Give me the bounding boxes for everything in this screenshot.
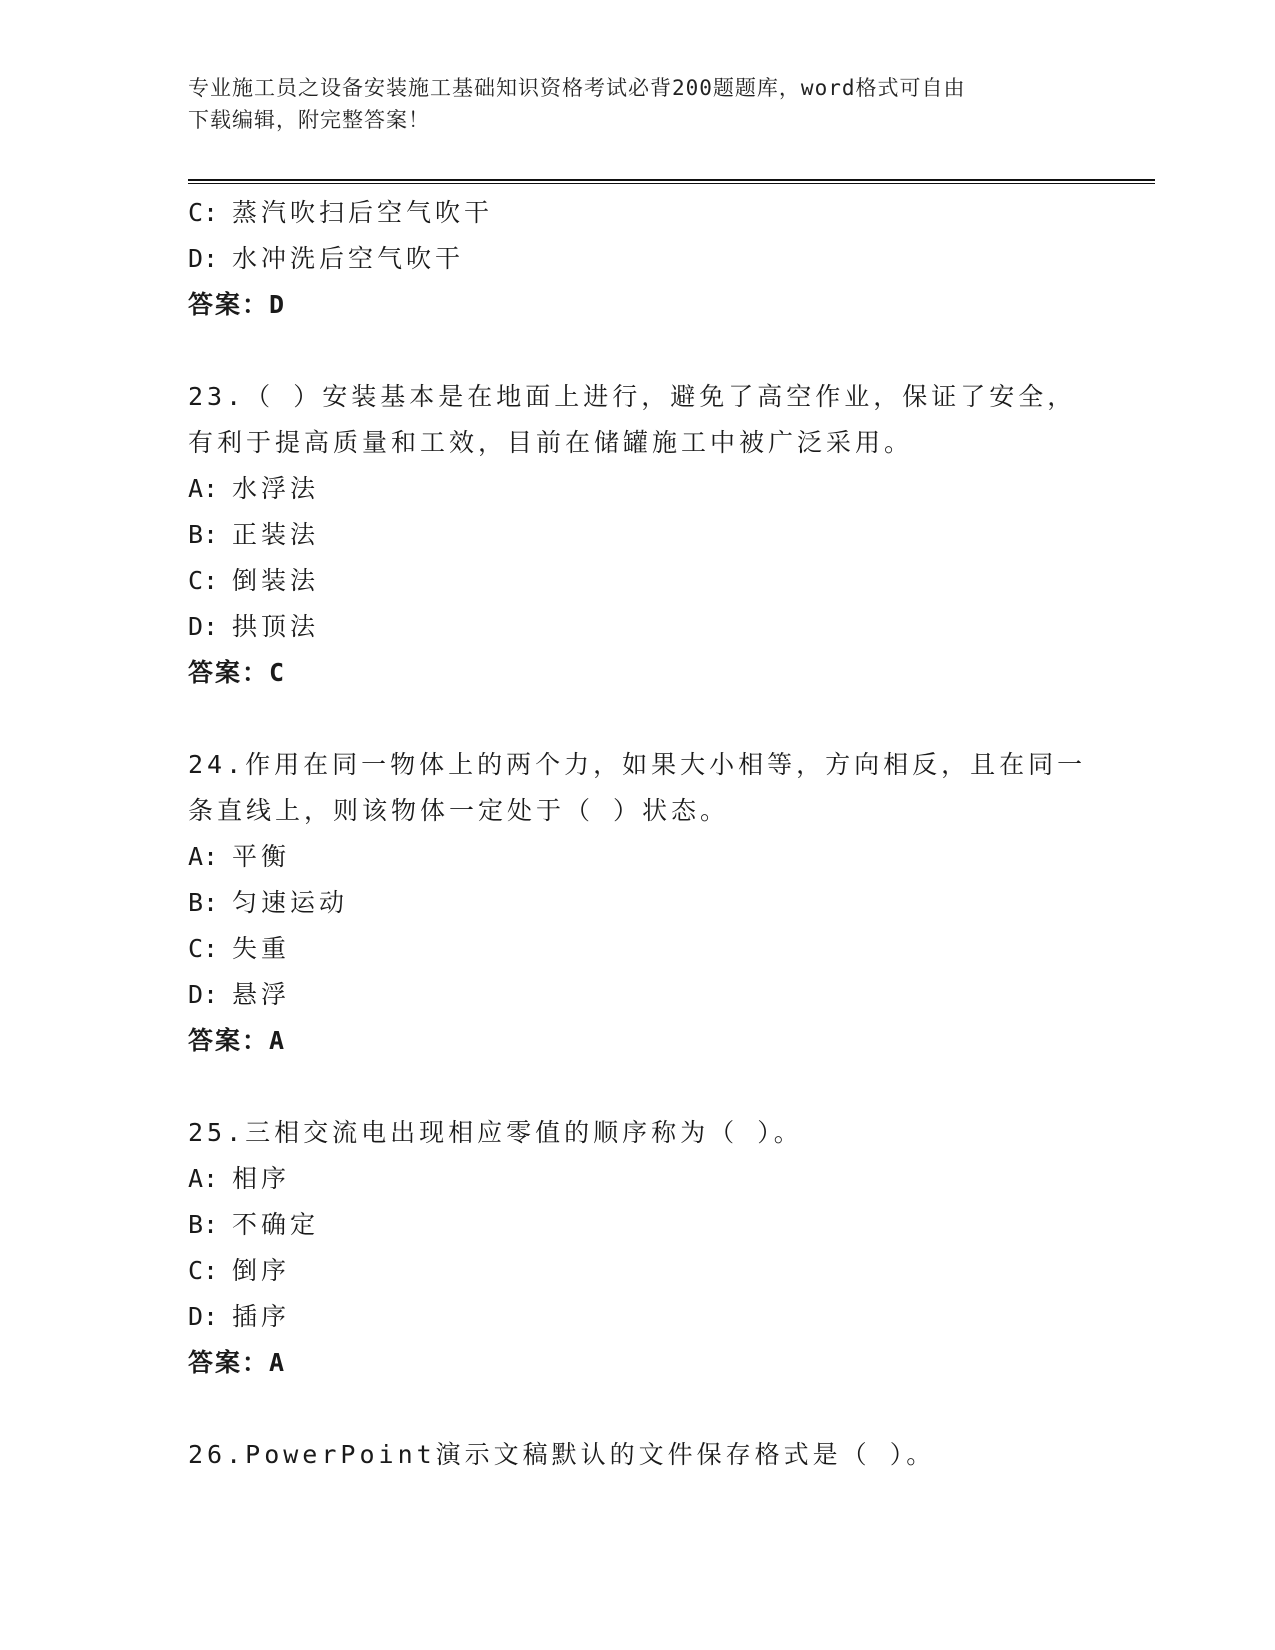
header-line-1: 专业施工员之设备安装施工基础知识资格考试必背200题题库，word格式可自由 [188,76,966,100]
question-stem-line-1: 26.PowerPoint演示文稿默认的文件保存格式是（ ）。 [188,1440,936,1469]
answer: 答案：C [188,658,287,687]
option-d: D: 拱顶法 [188,612,320,641]
option-c: C: 蒸汽吹扫后空气吹干 [188,198,494,227]
answer: 答案：A [188,1348,287,1377]
question-stem-line-1: 24.作用在同一物体上的两个力，如果大小相等，方向相反，且在同一 [188,750,1087,779]
question-stem-line-2: 有利于提高质量和工效，目前在储罐施工中被广泛采用。 [188,428,914,457]
option-c: C: 失重 [188,934,291,963]
option-a: A: 相序 [188,1164,291,1193]
option-b: B: 匀速运动 [188,888,349,917]
header-line-2: 下载编辑，附完整答案！ [188,108,430,132]
option-d: D: 插序 [188,1302,291,1331]
answer: 答案：A [188,1026,287,1055]
option-a: A: 平衡 [188,842,291,871]
option-b: B: 不确定 [188,1210,320,1239]
option-c: C: 倒装法 [188,566,320,595]
option-d: D: 悬浮 [188,980,291,1009]
option-a: A: 水浮法 [188,474,320,503]
answer: 答案：D [188,290,287,319]
question-stem-line-2: 条直线上，则该物体一定处于（ ）状态。 [188,796,730,825]
option-d: D: 水冲洗后空气吹干 [188,244,465,273]
question-list [188,190,1088,1478]
question-stem-line-1: 25.三相交流电出现相应零值的顺序称为（ ）。 [188,1118,803,1147]
header-divider-thin [188,183,1155,184]
question-23 [188,374,1088,696]
option-c: C: 倒序 [188,1256,291,1285]
document-header [188,72,1088,136]
question-26 [188,1432,1088,1478]
header-divider-thick [188,179,1155,181]
option-b: B: 正装法 [188,520,320,549]
question-22 [188,190,1088,328]
question-25 [188,1110,1088,1386]
question-24 [188,742,1088,1064]
question-stem-line-1: 23.（ ）安装基本是在地面上进行，避免了高空作业，保证了安全， [188,382,1077,411]
